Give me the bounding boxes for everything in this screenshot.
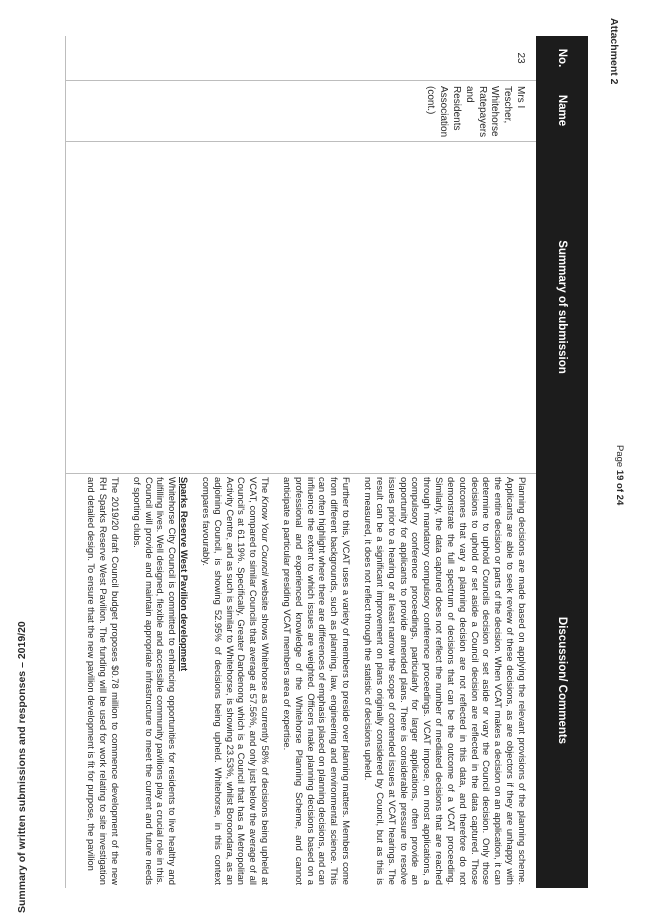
discussion-paragraph bbox=[131, 477, 190, 885]
discussion-comments bbox=[75, 477, 536, 885]
know-your-council-reference: Know Your Council bbox=[260, 496, 272, 576]
header-discussion: Discussion/ Comments bbox=[556, 616, 568, 745]
discussion-paragraph bbox=[200, 477, 271, 885]
header-summary: Summary of submission bbox=[556, 240, 568, 374]
submitter-name: Mrs I Tescher, Whitehorse Ratepayers and Residents Association (cont.) bbox=[425, 86, 526, 138]
submissions-table bbox=[65, 36, 588, 888]
discussion-paragraph: Further to this, VCAT uses a variety of members to preside over planning matters. Members come from different backgrounds, such as planning, law, engineering and environmental science. This can often highlight where there are differences of emphasis placed on planning decisions, and can influence the extent to which issues are weighted. Officers make planning decisions based on a professional and experienced knowledge of the Whitehorse Planning Scheme, and cannot anticipate a particular presiding VCAT members area of expertise. bbox=[281, 477, 353, 885]
column-divider bbox=[65, 80, 536, 81]
submissions-table-frame bbox=[65, 36, 588, 888]
discussion-paragraph: The 2019/20 draft Council budget proposes $0.78 million to commence development of the new RH Sparks Reserve West Pavilion. The funding will be used for work relating to site investigation and detailed design. To ensure that the new pavilion development is fit for purpose, the pavilion bbox=[86, 477, 121, 885]
page-number bbox=[611, 430, 625, 520]
row-number: 23 bbox=[515, 52, 526, 64]
page-total: 24 bbox=[614, 494, 625, 506]
page-prefix: Page bbox=[614, 444, 625, 468]
document-header-title: Summary of written submissions and responses – 2019/20 bbox=[16, 621, 28, 913]
column-divider bbox=[65, 141, 536, 142]
table-bottom-rule bbox=[65, 36, 66, 888]
text-run: website shows Whitehorse as currently 58% of decisions being upheld at VCAT, compared to similar Councils that average at 57.56%, and only just below the average of all Council's at 61.19%. Specifically, Greater Dandenong which is a Council that has a Metropolitan Activity Centre, and as such is similar to Whitehorse, is showing 23.53%, whilst Boroondara, as an adjoining Council, is showing 52.95% of decisions being upheld. Whitehorse, in this context compares favourably. bbox=[200, 477, 272, 885]
attachment-label: Attachment 2 bbox=[608, 18, 620, 85]
text-run: Whitehorse City Council is committed to enhancing opportunities for residents to live healthy and fulfilling lives. Well designed, flexible and accessible community pavilions play a crucial role in this. Council will provide and maintain appropriate infrastructure to meet the current and future needs of sporting clubs. bbox=[131, 477, 179, 885]
page-of: of bbox=[614, 482, 625, 492]
header-name: Name bbox=[556, 94, 568, 127]
section-subheading: Sparks Reserve West Pavilion development bbox=[179, 477, 191, 672]
header-no: No. bbox=[556, 48, 568, 68]
table-header-row bbox=[536, 36, 588, 888]
discussion-paragraph: Planning decisions are made based on applying the relevant provisions of the planning scheme. Applicants are able to seek review of these decisions, as are objectors if they are unhappy with the entire decision or parts of the decision. When VCAT makes a decision on an application, it can determine to uphold Councils decision or set aside or vary the Council decision. Only those decisions to uphold or set aside a Council decision are reflected in the data captured. Those outcomes that vary a planning decision are not reflected in this data, and therefore do not demonstrate the full spectrum of decisions that can be the outcome of a VCAT proceeding. Similarly, the data captured does not reflect the number of mediated decisions that are reached through mandatory compulsory conference proceedings. VCAT impose, on most applications, a compulsory conference proceedings, particularly for larger applications, often provide an opportunity for applicants to provide amended plans. There is considerable pressure to resolve issues prior to a hearing or at least narrow the scope of contended issues at VCAT hearings. The result can be a significant improvement on plans originally considered by Council, but as this is not measured, it does not reflect through the statistic of decisions upheld. bbox=[363, 477, 528, 885]
text-run: The bbox=[260, 477, 272, 497]
column-divider bbox=[65, 473, 536, 474]
page-current: 19 bbox=[614, 469, 625, 481]
